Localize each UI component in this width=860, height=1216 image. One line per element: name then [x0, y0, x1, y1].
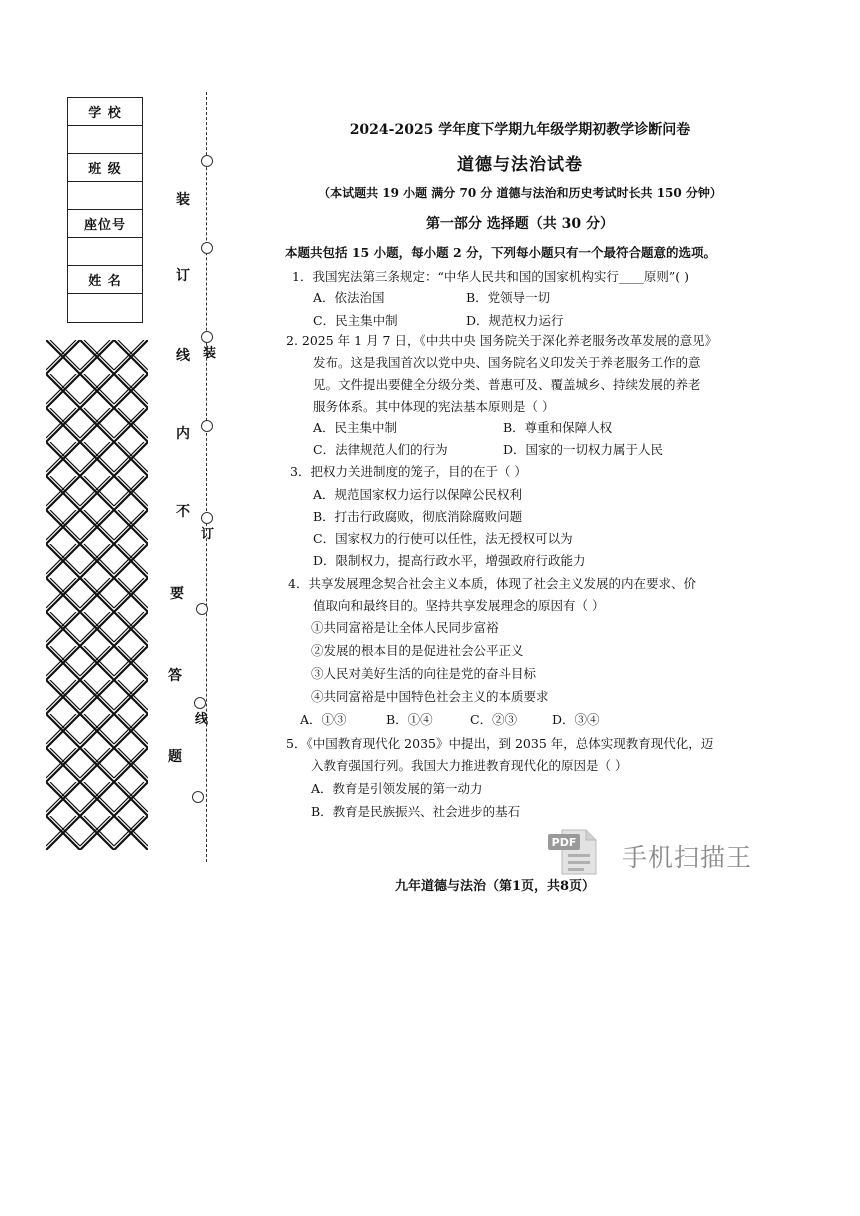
- q4-stem-line-1: 4．共享发展理念契合社会主义本质，体现了社会主义发展的内在要求、价: [288, 576, 696, 591]
- q4-statement-1: ①共同富裕是让全体人民同步富裕: [311, 620, 499, 635]
- q4-option-a[interactable]: A．①③: [300, 712, 347, 727]
- exam-info: （本试题共 19 小题 满分 70 分 道德与法治和历史考试时长共 150 分钟）: [318, 186, 722, 200]
- notice-char-1: 装: [176, 192, 190, 208]
- section-title: 第一部分 选择题（共 30 分）: [425, 216, 615, 232]
- notice-char-6: 要: [170, 586, 184, 602]
- class-label: 班 级: [68, 154, 142, 182]
- exam-title: 2024-2025 学年度下学期九年级学期初教学诊断问卷: [349, 122, 691, 138]
- q3-option-b[interactable]: B．打击行政腐败，彻底消除腐败问题: [313, 509, 523, 524]
- q2-option-c[interactable]: C．法律规范人们的行为: [313, 442, 448, 457]
- binding-hole: [196, 603, 208, 615]
- q5-option-b[interactable]: B．教育是民族振兴、社会进步的基石: [311, 804, 521, 819]
- student-info-table: [67, 97, 143, 323]
- q2-option-d[interactable]: D．国家的一切权力属于人民: [503, 442, 664, 457]
- q2-stem-line-1: 2. 2025 年 1 月 7 日，《中共中央 国务院关于深化养老服务改革发展的意见》: [286, 333, 718, 348]
- binding-hole: [192, 791, 204, 803]
- notice-char-3: 线: [176, 348, 190, 364]
- q5-stem-line-1: 5．《中国教育现代化 2035》中提出，到 2035 年，总体实现教育现代化，迈: [286, 736, 714, 751]
- binding-hole: [201, 420, 213, 432]
- subject-title: 道德与法治试卷: [457, 155, 583, 175]
- instructions: 本题共包括 15 小题，每小题 2 分，下列每小题只有一个最符合题意的选项。: [285, 245, 717, 260]
- q2-option-a[interactable]: A．民主集中制: [313, 420, 398, 435]
- binding-dashed-line: [206, 92, 207, 862]
- q3-stem: 3．把权力关进制度的笼子，目的在于（ ）: [290, 464, 527, 479]
- notice-char-4: 内: [176, 426, 190, 442]
- q5-option-a[interactable]: A．教育是引领发展的第一动力: [311, 781, 483, 796]
- name-label: 姓 名: [68, 266, 142, 294]
- q4-statement-2: ②发展的根本目的是促进社会公平正义: [311, 643, 524, 658]
- q4-stem-line-2: 值取向和最终目的。坚持共享发展理念的原因有（ ）: [313, 598, 605, 613]
- q2-stem-line-3: 见。文件提出要健全分级分类、普惠可及、覆盖城乡、持续发展的养老: [313, 377, 701, 392]
- q2-stem-line-2: 发布。这是我国首次以党中央、国务院名义印发关于养老服务工作的意: [313, 355, 701, 370]
- seat-number-label: 座位号: [68, 210, 142, 238]
- q3-option-d[interactable]: D．限制权力，提高行政水平，增强政府行政能力: [313, 553, 586, 568]
- binding-char-3: 线: [195, 712, 209, 727]
- notice-char-8: 题: [168, 749, 182, 765]
- watermark-text: 手机扫描王: [622, 843, 753, 872]
- q4-option-d[interactable]: D．③④: [552, 712, 600, 727]
- q5-stem-line-2: 入教育强国行列。我国大力推进教育现代化的原因是（ ）: [311, 758, 628, 773]
- q2-stem-line-4: 服务体系。其中体现的宪法基本原则是（ ）: [313, 399, 555, 414]
- school-label: 学 校: [68, 98, 142, 126]
- pdf-document-icon: [548, 828, 600, 876]
- binding-lattice-pattern: [46, 340, 148, 850]
- notice-char-2: 订: [176, 268, 190, 284]
- q2-option-b[interactable]: B．尊重和保障人权: [503, 420, 613, 435]
- q1-option-b[interactable]: B．党领导一切: [466, 290, 551, 305]
- binding-char-1: 装: [203, 346, 217, 361]
- seat-number-field[interactable]: [68, 238, 142, 266]
- binding-hole: [201, 242, 213, 254]
- binding-hole: [201, 155, 213, 167]
- q1-option-d[interactable]: D．规范权力运行: [466, 313, 564, 328]
- q4-option-b[interactable]: B．①④: [386, 712, 433, 727]
- pdf-badge-text: PDF: [551, 836, 577, 849]
- q1-option-c[interactable]: C．民主集中制: [313, 313, 398, 328]
- name-field[interactable]: [68, 294, 142, 322]
- q1-option-a[interactable]: A．依法治国: [313, 290, 385, 305]
- q4-statement-4: ④共同富裕是中国特色社会主义的本质要求: [311, 689, 549, 704]
- q3-option-a[interactable]: A．规范国家权力运行以保障公民权利: [313, 487, 523, 502]
- q1-stem: 1．我国宪法第三条规定：“中华人民共和国的国家机构实行____原则”( ): [292, 269, 689, 284]
- notice-char-7: 答: [168, 668, 182, 684]
- page-footer: 九年道德与法治（第1页，共8页）: [394, 879, 596, 894]
- notice-char-5: 不: [176, 504, 190, 520]
- school-field[interactable]: [68, 126, 142, 154]
- q4-option-c[interactable]: C．②③: [470, 712, 518, 727]
- q4-statement-3: ③人民对美好生活的向往是党的奋斗目标: [311, 666, 537, 681]
- q3-option-c[interactable]: C．国家权力的行使可以任性，法无授权可以为: [313, 531, 573, 546]
- binding-char-2: 订: [201, 527, 215, 542]
- class-field[interactable]: [68, 182, 142, 210]
